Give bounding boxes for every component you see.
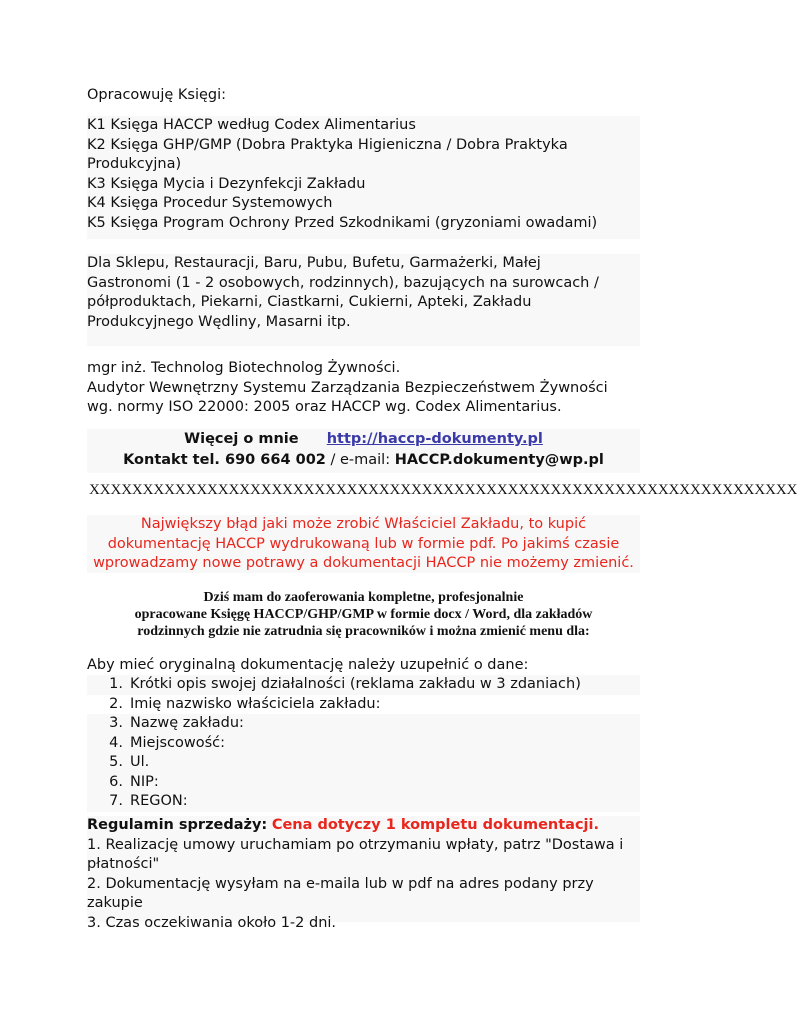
list-text: Nazwę zakładu: <box>130 715 244 731</box>
rules-line: płatności" <box>87 856 160 872</box>
warning-line: Największy błąd jaki może zrobić Właściciel Zakładu, to kupić <box>140 516 587 532</box>
list-number: 1. <box>109 676 123 692</box>
form-intro: Aby mieć oryginalną dokumentację należy uzupełnić o dane: <box>87 657 529 673</box>
website-link[interactable]: http://haccp-dokumenty.pl <box>326 431 543 447</box>
rules-label: Regulamin sprzedaży: <box>87 817 268 833</box>
page-heading: Opracowuję Księgi: <box>87 87 227 103</box>
offer-line: rodzinnych gdzie nie zatrudnia się pracowników i można zmienić menu dla: <box>137 624 590 639</box>
list-number: 7. <box>109 793 123 809</box>
list-item <box>87 734 640 754</box>
list-item <box>87 773 640 793</box>
list-text: Imię nazwisko właściciela zakładu: <box>130 695 381 712</box>
list-text: Ul. <box>130 754 150 770</box>
list-item <box>87 753 640 773</box>
offer-line: Dziś mam do zaoferowania kompletne, profesjonalnie <box>203 590 524 605</box>
rules-line: 3. Czas oczekiwania około 1-2 dni. <box>87 914 337 931</box>
form-fields-list <box>87 675 640 812</box>
contact-line <box>87 450 640 471</box>
author-line: wg. normy ISO 22000: 2005 oraz HACCP wg. Codex Alimentarius. <box>87 399 562 415</box>
audience-line: Gastronomi (1 - 2 osobowych, rodzinnych), bazujących na surowcach / <box>87 274 599 291</box>
author-line: mgr inż. Technolog Biotechnolog Żywności. <box>87 360 401 376</box>
author-info <box>87 359 640 418</box>
book-item: K2 Księga GHP/GMP (Dobra Praktyka Higieniczna / Dobra Praktyka <box>87 136 568 153</box>
price-note: Cena dotyczy 1 kompletu dokumentacji. <box>271 817 599 833</box>
book-item: Produkcyjna) <box>87 156 182 172</box>
email-separator: / e-mail: <box>325 452 395 468</box>
offer-line: opracowane Księgę HACCP/GHP/GMP w formie docx / Word, dla zakładów <box>134 607 593 622</box>
list-number: 5. <box>109 754 123 770</box>
rules-line: 1. Realizację umowy uruchamiam po otrzymaniu wpłaty, patrz "Dostawa i <box>87 836 624 853</box>
more-label: Więcej o mnie <box>184 431 299 447</box>
audience-line: Produkcyjnego Wędliny, Masarni itp. <box>87 313 351 330</box>
contact-block <box>87 429 640 473</box>
book-item: K3 Księga Mycia i Dezynfekcji Zakładu <box>87 175 366 192</box>
list-number: 3. <box>109 715 123 731</box>
list-number: 2. <box>109 695 123 712</box>
warning-line: wprowadzamy nowe potrawy a dokumentacji HACCP nie możemy zmienić. <box>93 555 634 571</box>
audience-line: Dla Sklepu, Restauracji, Baru, Pubu, Bufetu, Garmażerki, Małej <box>87 255 541 271</box>
list-text: Krótki opis swojej działalności (reklama zakładu w 3 zdaniach) <box>130 676 581 692</box>
separator-line: XXXXXXXXXXXXXXXXXXXXXXXXXXXXXXXXXXXXXXXXXXXXXXXXXXXXXXXXXXXXXXXXXX <box>89 482 797 498</box>
email-address[interactable]: HACCP.dokumenty@wp.pl <box>394 452 604 468</box>
offer-paragraph <box>87 589 640 640</box>
list-item <box>87 695 640 715</box>
list-number: 6. <box>109 773 123 790</box>
list-text: REGON: <box>130 793 188 809</box>
list-item <box>87 675 640 695</box>
list-text: NIP: <box>130 773 159 790</box>
author-line: Audytor Wewnętrzny Systemu Zarządzania Bezpieczeństwem Żywności <box>87 379 608 396</box>
more-about-me <box>87 429 640 450</box>
rules-heading <box>87 816 640 836</box>
list-number: 4. <box>109 734 123 751</box>
rules-line: zakupie <box>87 895 143 911</box>
book-item: K4 Księga Procedur Systemowych <box>87 195 333 211</box>
audience-paragraph <box>87 254 640 346</box>
rules-line: 2. Dokumentację wysyłam na e-maila lub w pdf na adres podany przy <box>87 875 594 892</box>
books-list <box>87 116 640 239</box>
warning-paragraph <box>87 515 640 573</box>
warning-line: dokumentację HACCP wydrukowaną lub w formie pdf. Po jakimś czasie <box>107 535 620 552</box>
book-item: K5 Księga Program Ochrony Przed Szkodnikami (gryzoniami owadami) <box>87 214 598 231</box>
list-text: Miejscowość: <box>130 734 226 751</box>
book-item: K1 Księga HACCP według Codex Alimentarius <box>87 117 416 133</box>
audience-line: półproduktach, Piekarni, Ciastkarni, Cukierni, Apteki, Zakładu <box>87 294 532 310</box>
list-item <box>87 792 640 812</box>
list-item <box>87 714 640 734</box>
phone-label: Kontakt tel. 690 664 002 <box>123 452 326 468</box>
sales-rules <box>87 816 640 931</box>
